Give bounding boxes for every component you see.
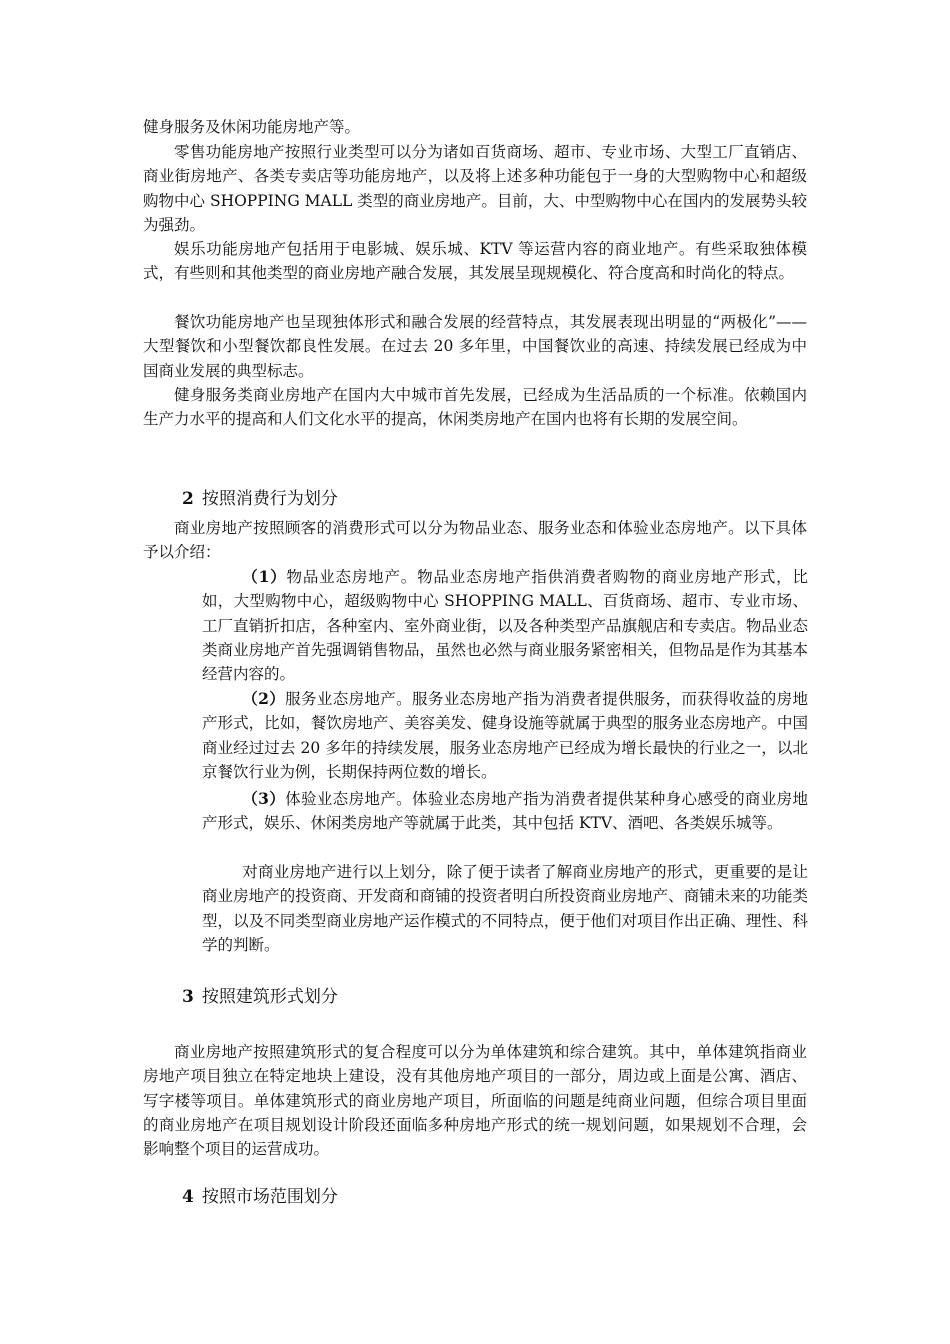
section-number: 2 bbox=[182, 489, 194, 509]
list-item-text: 服务业态房地产。服务业态房地产指为消费者提供服务，而获得收益的房地产形式，比如，餐饮房地产、美容美发、健身设施等就属于典型的服务业态房地产。中国商业经过过去 20 多年的持续发展，服务业态房地产已经成为增长最快的行业之一，以北京餐饮行业为例，长期保持两位数的增长。 bbox=[202, 690, 808, 781]
paragraph-building-form: 商业房地产按照建筑形式的复合程度可以分为单体建筑和综合建筑。其中，单体建筑指商业房地产项目独立在特定地块上建设，没有其他房地产项目的一部分，周边或上面是公寓、酒店、写字楼等项目。单体建筑形式的商业房地产项目，所面临的问题是纯商业问题，但综合项目里面的商业房地产在项目规划设计阶段还面临多种房地产形式的统一规划问题，如果规划不合理，会影响整个项目的运营成功。 bbox=[143, 1043, 807, 1159]
paragraph-retail: 零售功能房地产按照行业类型可以分为诸如百货商场、超市、专业市场、大型工厂直销店、商业街房地产、各类专卖店等功能房地产，以及将上述多种功能包于一身的大型购物中心和超级购物中心 SHOPPING MALL 类型的商业房地产。目前，大、中型购物中心在国内的发展势头较为强劲。 bbox=[143, 143, 807, 234]
list-item-text: 物品业态房地产。物品业态房地产指供消费者购物的商业房地产形式，比如，大型购物中心，超级购物中心 SHOPPING MALL、百货商场、超市、专业市场、工厂直销折扣店，各种室内、室外商业街，以及各种类型产品旗舰店和专卖店。物品业态类商业房地产首先强调销售物品，虽然也必然与商业服务紧密相关，但物品是作为其基本经营内容的。 bbox=[202, 568, 808, 684]
list-item-experience bbox=[202, 787, 808, 836]
paragraph-entertainment: 娱乐功能房地产包括用于电影城、娱乐城、KTV 等运营内容的商业地产。有些采取独体模式，有些则和其他类型的商业房地产融合发展，其发展呈现规模化、符合度高和时尚化的特点。 bbox=[143, 240, 807, 283]
paragraph-dining: 餐饮功能房地产也呈现独体形式和融合发展的经营特点，其发展表现出明显的“两极化”——大型餐饮和小型餐饮都良性发展。在过去 20 多年里，中国餐饮业的高速、持续发展已经成为中国商业发展的典型标志。 bbox=[143, 313, 807, 380]
section-title: 按照消费行为划分 bbox=[201, 489, 338, 509]
list-item-number: （2） bbox=[242, 689, 286, 708]
section-number: 4 bbox=[182, 1187, 194, 1207]
section-number: 3 bbox=[182, 987, 194, 1007]
section-heading-4 bbox=[182, 1185, 338, 1209]
paragraph-intro-tail: 健身服务及休闲功能房地产等。 bbox=[143, 118, 361, 136]
list-item-service bbox=[202, 687, 808, 784]
paragraph-fitness: 健身服务类商业房地产在国内大中城市首先发展，已经成为生活品质的一个标准。依赖国内生产力水平的提高和人们文化水平的提高，休闲类房地产在国内也将有长期的发展空间。 bbox=[143, 386, 807, 429]
paragraph-consumption-intro: 商业房地产按照顾客的消费形式可以分为物品业态、服务业态和体验业态房地产。以下具体予以介绍： bbox=[143, 519, 807, 562]
section-heading-2 bbox=[182, 487, 338, 511]
list-item-number: （1） bbox=[242, 567, 287, 586]
list-item-number: （3） bbox=[242, 789, 286, 808]
section-title: 按照市场范围划分 bbox=[201, 1187, 338, 1207]
list-item-text: 体验业态房地产。体验业态房地产指为消费者提供某种身心感受的商业房地产形式，娱乐、休闲类房地产等就属于此类，其中包括 KTV、酒吧、各类娱乐城等。 bbox=[202, 790, 808, 833]
paragraph-classification-summary: 对商业房地产进行以上划分，除了便于读者了解商业房地产的形式，更重要的是让商业房地产的投资商、开发商和商铺的投资者明白所投资商业房地产、商铺未来的功能类型，以及不同类型商业房地产运作模式的不同特点，便于他们对项目作出正确、理性、科学的判断。 bbox=[202, 863, 808, 954]
section-title: 按照建筑形式划分 bbox=[201, 987, 338, 1007]
section-heading-3 bbox=[182, 985, 338, 1009]
list-item-goods bbox=[202, 565, 808, 686]
